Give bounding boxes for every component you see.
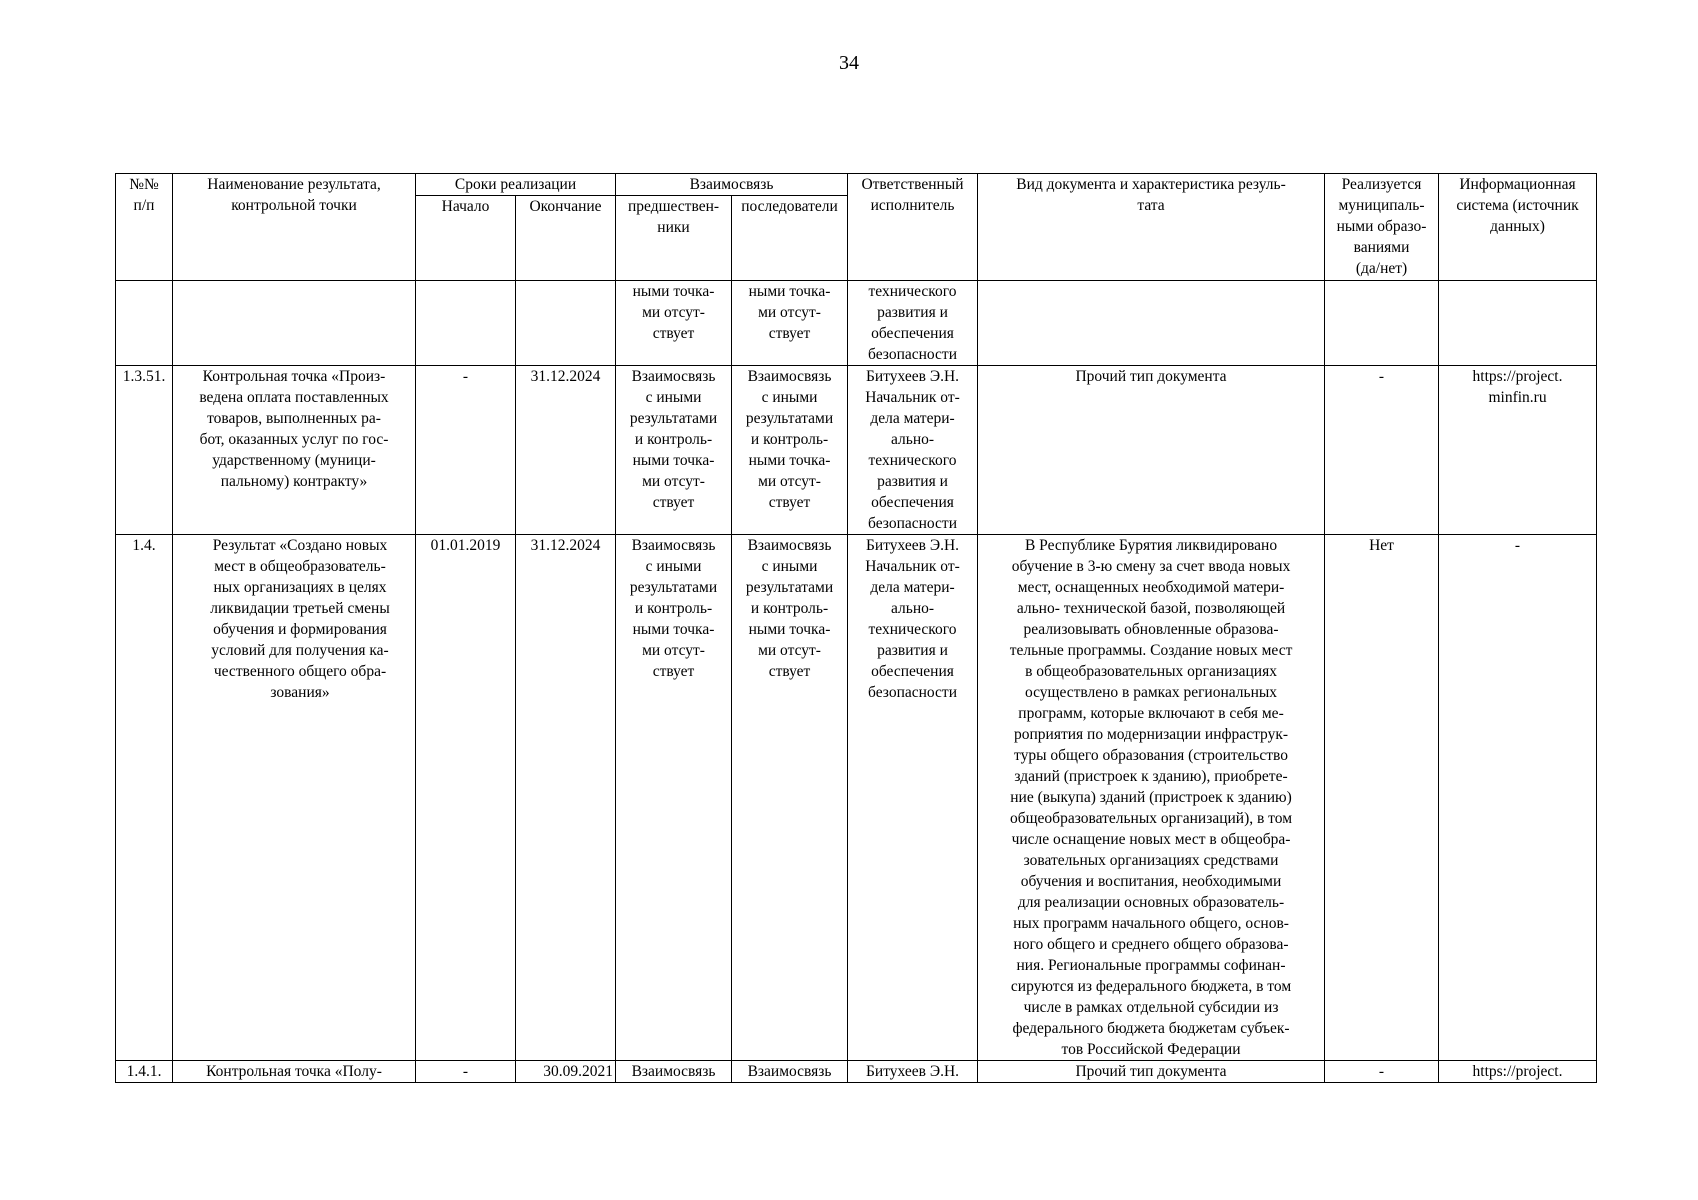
header-row-1 <box>116 174 1597 196</box>
cell-end <box>516 281 616 366</box>
table-row <box>116 366 1597 535</box>
cell-document: Прочий тип документа <box>978 366 1325 535</box>
cell-document: В Республике Бурятия ликвидировано обучение в 3-ю смену за счет ввода новых мест, оснащенных необходимой матери- ально- технической базой, позволяющей реализовывать обновленные образова- тельные программы. Создание новых мест в общеобразовательных организациях осуществлено в рамках региональных программ, которые включают в себя ме- роприятия по модернизации инфраструк- туры общего образования (строительство зданий (пристроек к зданию), приобрете- ние (выкупа) зданий (пристроек к зданию) общеобразовательных организаций), в том числе оснащение новых мест в общеобра- зовательных организациях средствами обучения и воспитания, необходимыми для реализации основных образователь- ных программ начального общего, основ- ного общего и среднего общего образова- ния. Региональные программы софинан- сируются из федерального бюджета, в том числе в рамках отдельной субсидии из федерального бюджета бюджетам субъек- тов Российской Федерации <box>978 535 1325 1061</box>
cell-responsible: Битухеев Э.Н. Начальник от- дела матери- ально- технического развития и обеспечения безопасности <box>848 366 978 535</box>
header-num: №№ п/п <box>116 174 173 281</box>
cell-municipal: - <box>1325 1061 1439 1083</box>
header-start: Начало <box>416 196 516 281</box>
cell-start: - <box>416 1061 516 1083</box>
header-end: Окончание <box>516 196 616 281</box>
cell-successors: Взаимосвязь <box>732 1061 848 1083</box>
cell-start <box>416 281 516 366</box>
cell-info-system: https://project. minfin.ru <box>1439 366 1597 535</box>
table-row <box>116 281 1597 366</box>
plan-table <box>115 173 1597 1083</box>
header-municipal: Реализуется муниципаль- ными образо- ваниями (да/нет) <box>1325 174 1439 281</box>
cell-responsible: Битухеев Э.Н. Начальник от- дела матери- ально- технического развития и обеспечения безопасности <box>848 535 978 1061</box>
cell-end: 31.12.2024 <box>516 535 616 1061</box>
cell-predecessors: Взаимосвязь <box>616 1061 732 1083</box>
header-info-system: Информационная система (источник данных) <box>1439 174 1597 281</box>
cell-successors: Взаимосвязь с иными результатами и контроль- ными точка- ми отсут- ствует <box>732 535 848 1061</box>
cell-successors: ными точка- ми отсут- ствует <box>732 281 848 366</box>
cell-num: 1.4. <box>116 535 173 1061</box>
header-relation: Взаимосвязь <box>616 174 848 196</box>
cell-start: 01.01.2019 <box>416 535 516 1061</box>
cell-responsible: технического развития и обеспечения безопасности <box>848 281 978 366</box>
cell-document: Прочий тип документа <box>978 1061 1325 1083</box>
header-responsible: Ответственный исполнитель <box>848 174 978 281</box>
cell-predecessors: Взаимосвязь с иными результатами и контроль- ными точка- ми отсут- ствует <box>616 366 732 535</box>
cell-info-system: https://project. <box>1439 1061 1597 1083</box>
page-number: 34 <box>839 52 859 74</box>
cell-end: 30.09.2021 <box>516 1061 616 1083</box>
header-predecessors: предшествен- ники <box>616 196 732 281</box>
cell-num: 1.4.1. <box>116 1061 173 1083</box>
cell-predecessors: ными точка- ми отсут- ствует <box>616 281 732 366</box>
cell-end: 31.12.2024 <box>516 366 616 535</box>
header-name: Наименование результата, контрольной точки <box>173 174 416 281</box>
table-row <box>116 1061 1597 1083</box>
cell-info-system <box>1439 281 1597 366</box>
cell-num <box>116 281 173 366</box>
cell-name: Контрольная точка «Произ- ведена оплата поставленных товаров, выполненных ра- бот, оказанных услуг по гос- ударственному (муници- пальному) контракту» <box>173 366 416 535</box>
cell-name: Результат «Создано новых мест в общеобразователь- ных организациях в целях ликвидации третьей смены обучения и формирования условий для получения ка- чественного общего обра- зования» <box>173 535 416 1061</box>
header-document: Вид документа и характеристика резуль- тата <box>978 174 1325 281</box>
cell-responsible: Битухеев Э.Н. <box>848 1061 978 1083</box>
cell-predecessors: Взаимосвязь с иными результатами и контроль- ными точка- ми отсут- ствует <box>616 535 732 1061</box>
table-row <box>116 535 1597 1061</box>
cell-successors: Взаимосвязь с иными результатами и контроль- ными точка- ми отсут- ствует <box>732 366 848 535</box>
cell-document <box>978 281 1325 366</box>
cell-name <box>173 281 416 366</box>
cell-name: Контрольная точка «Полу- <box>173 1061 416 1083</box>
header-terms: Сроки реализации <box>416 174 616 196</box>
cell-municipal: Нет <box>1325 535 1439 1061</box>
cell-municipal <box>1325 281 1439 366</box>
cell-num: 1.3.51. <box>116 366 173 535</box>
cell-info-system: - <box>1439 535 1597 1061</box>
cell-start: - <box>416 366 516 535</box>
cell-municipal: - <box>1325 366 1439 535</box>
header-successors: последователи <box>732 196 848 281</box>
